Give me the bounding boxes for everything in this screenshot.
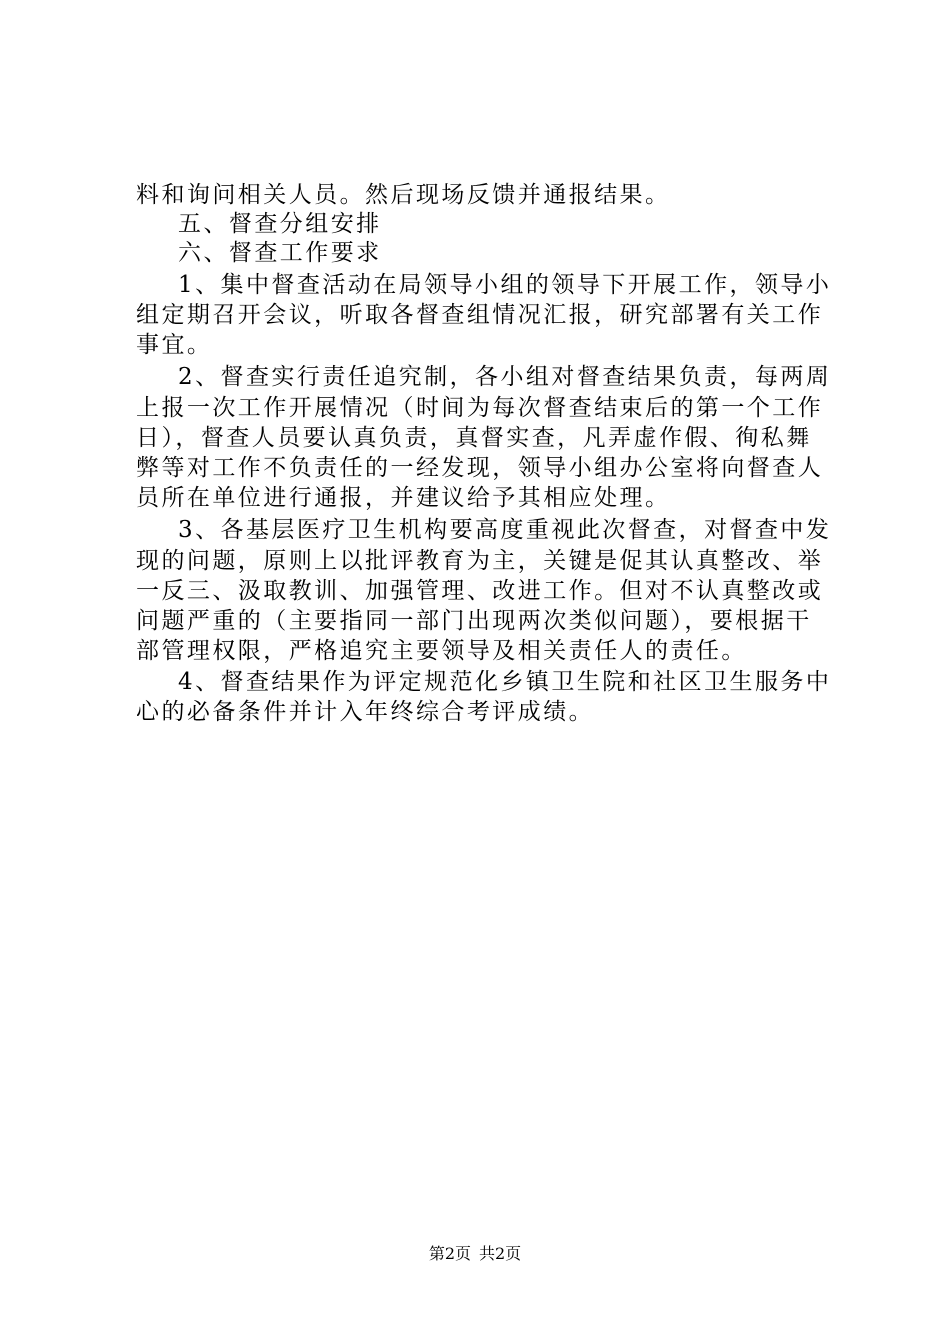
page-footer <box>0 1243 950 1265</box>
text-line: 一反三、汲取教训、加强管理、改进工作。但对不认真整改或 <box>136 578 824 604</box>
section-heading: 五、督查分组安排 <box>178 211 382 237</box>
text-line: 1、集中督查活动在局领导小组的领导下开展工作，领导小 <box>178 272 832 298</box>
text-line: 部管理权限，严格追究主要领导及相关责任人的责任。 <box>136 638 747 664</box>
text-line: 日），督查人员要认真负责，真督实查，凡弄虚作假、徇私舞 <box>136 425 812 451</box>
text-line: 心的必备条件并计入年终综合考评成绩。 <box>136 699 595 725</box>
page-total: 共2页 <box>479 1244 522 1263</box>
text-line: 弊等对工作不负责任的一经发现，领导小组办公室将向督查人 <box>136 455 824 481</box>
text-line: 员所在单位进行通报，并建议给予其相应处理。 <box>136 485 671 511</box>
text-line: 料和询问相关人员。然后现场反馈并通报结果。 <box>136 182 671 208</box>
text-line: 事宜。 <box>136 332 213 358</box>
text-line: 现的问题，原则上以批评教育为主，关键是促其认真整改、举 <box>136 548 824 574</box>
text-line: 问题严重的（主要指同一部门出现两次类似问题），要根据干 <box>136 608 812 634</box>
page-number: 第2页 <box>428 1244 471 1263</box>
text-line: 2、督查实行责任追究制，各小组对督查结果负责，每两周 <box>178 364 832 390</box>
text-line: 4、督查结果作为评定规范化乡镇卫生院和社区卫生服务中 <box>178 669 832 695</box>
section-heading: 六、督查工作要求 <box>178 240 382 266</box>
text-line: 3、各基层医疗卫生机构要高度重视此次督查，对督查中发 <box>178 517 832 543</box>
text-line: 组定期召开会议，听取各督查组情况汇报，研究部署有关工作 <box>136 302 824 328</box>
text-line: 上报一次工作开展情况（时间为每次督查结束后的第一个工作 <box>136 395 824 421</box>
